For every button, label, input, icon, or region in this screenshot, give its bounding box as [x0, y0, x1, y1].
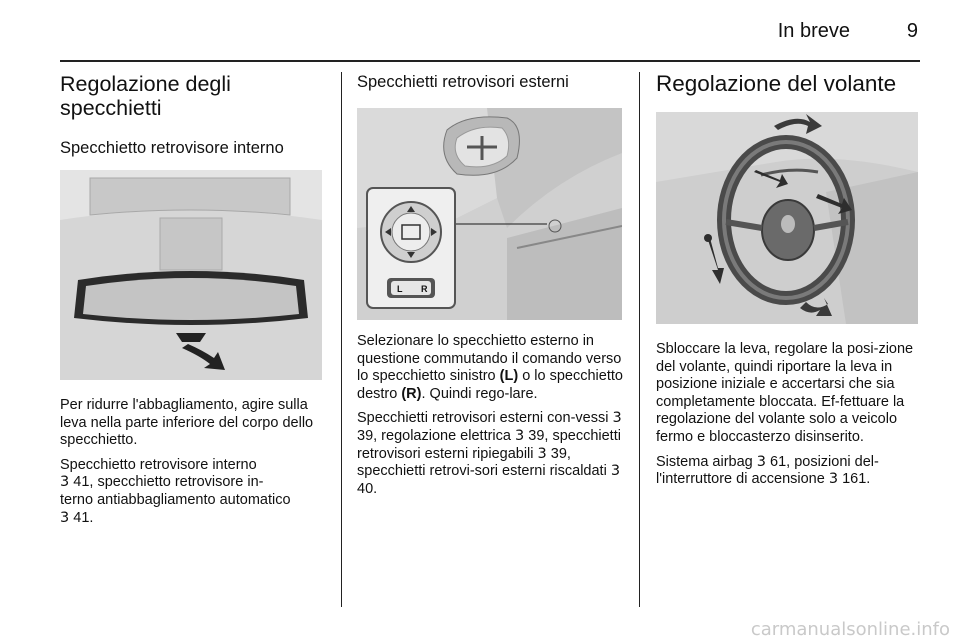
ref-link[interactable]: 39, regolazione elettrica	[357, 427, 511, 444]
watermark: carmanualsonline.info	[750, 619, 950, 640]
paragraph-dazzle: Per ridurre l'abbagliamento, agire sulla leva nella parte inferiore del corpo dello specchietto.	[60, 397, 314, 449]
exterior-mirror-text	[357, 333, 623, 498]
heading-mirror-adjust: Regolazione degli specchietti	[60, 72, 231, 120]
paragraph-references	[60, 457, 326, 527]
steering-wheel-illustration	[656, 112, 918, 324]
ref-link[interactable]: 61, posizioni del-l'interruttore di accensione	[656, 453, 879, 488]
subheading-interior-mirror: Specchietto retrovisore interno	[60, 139, 284, 157]
text-run: Selezionare lo specchietto esterno in questione commutando il comando verso lo specchietto sinistro	[357, 333, 622, 385]
ref-text: Sistema airbag	[656, 453, 753, 470]
ref-link[interactable]: 40.	[357, 480, 378, 497]
mirror-text	[60, 397, 326, 527]
column-divider	[341, 72, 342, 607]
reference-arrow-icon: 3	[756, 453, 766, 470]
interior-mirror-illustration	[60, 170, 322, 380]
column-divider	[639, 72, 640, 607]
text-run: o lo specchietto destro	[357, 368, 623, 402]
left-selector-label: L	[397, 284, 403, 294]
page-header	[0, 0, 960, 62]
ref-text: Specchietto retrovisore interno	[60, 456, 257, 473]
paragraph-adjust-wheel: Sbloccare la leva, regolare la posi-zione del volante, quindi riportare la leva in posizione iniziale e accertarsi che sia completamente bloccata. Ef-fettuare la regolazione del volante solo a veicolo fermo e bloccasterzo disinserito.	[656, 341, 914, 445]
exterior-mirror-illustration	[357, 108, 622, 320]
paragraph-select-mirror	[357, 333, 623, 403]
reference-arrow-icon: 3	[60, 509, 70, 526]
text-run: . Quindi rego-lare.	[421, 385, 538, 402]
ref-link[interactable]: 39, specchietti retrovi-sori esterni riscaldati	[357, 445, 607, 480]
right-selector-label: R	[421, 284, 428, 294]
column-exterior-mirrors	[357, 72, 623, 92]
reference-arrow-icon: 3	[612, 410, 622, 427]
ref-link[interactable]: 39, specchietti retrovisori esterni ripiegabili	[357, 427, 621, 462]
paragraph-references	[656, 454, 922, 489]
label-right: (R)	[401, 385, 422, 402]
label-left: (L)	[499, 368, 519, 385]
ref-link[interactable]: 41, specchietto retrovisore in-	[73, 474, 264, 491]
section-title: In breve	[777, 20, 850, 42]
heading-exterior-mirrors: Specchietti retrovisori esterni	[357, 73, 569, 91]
ref-text: Specchietti retrovisori esterni con-vessi	[357, 410, 609, 427]
column-steering-wheel	[656, 72, 922, 96]
steering-wheel-text	[656, 341, 922, 489]
reference-arrow-icon: 3	[828, 471, 839, 488]
paragraph-references	[357, 410, 623, 498]
column-mirror-adjust	[60, 72, 326, 158]
reference-arrow-icon: 3	[515, 427, 525, 444]
header-rule	[60, 60, 920, 62]
reference-arrow-icon: 3	[60, 474, 70, 491]
page-number: 9	[906, 20, 918, 42]
ref-text: terno antiabbagliamento automatico	[60, 491, 291, 508]
ref-link[interactable]: 41.	[73, 509, 94, 526]
reference-arrow-icon: 3	[537, 445, 547, 462]
reference-arrow-icon: 3	[610, 463, 621, 480]
heading-steering-wheel: Regolazione del volante	[656, 71, 897, 96]
ref-link[interactable]: 161.	[842, 471, 871, 488]
